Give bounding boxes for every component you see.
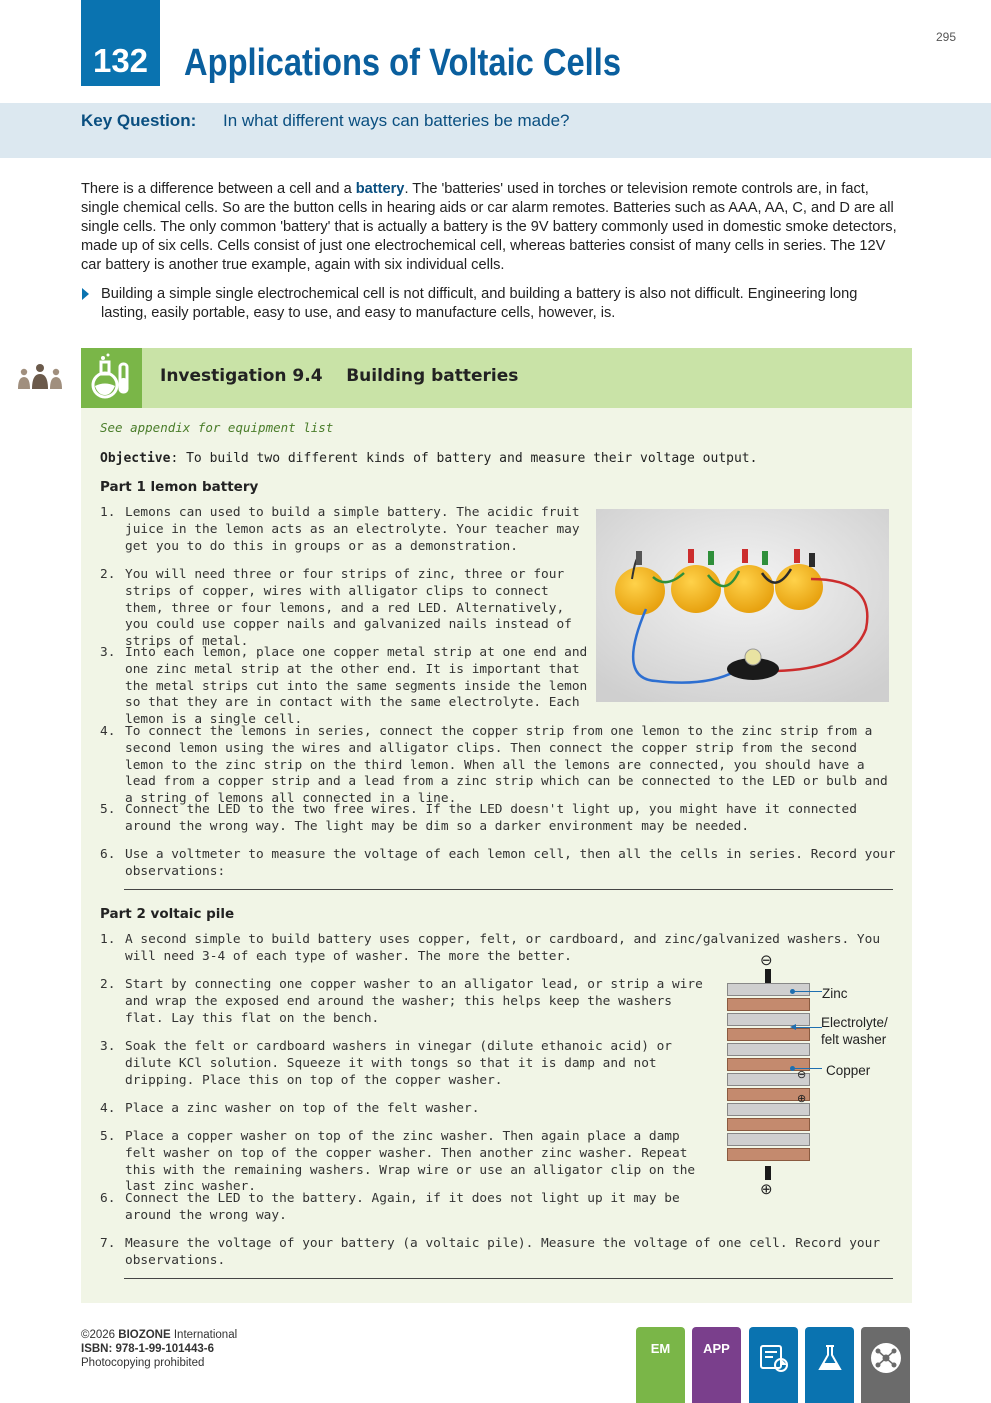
copper-washer <box>727 1148 810 1161</box>
part2-step: 2. Start by connecting one copper washer to an alligator lead, or strip a wire and wrap the exposed end around the washer; this helps keep the washers flat. Lay this flat on the bench. <box>100 977 703 1026</box>
part1-title: Part 1 lemon battery <box>100 479 259 495</box>
zinc-washer <box>727 1013 810 1026</box>
part2-step: 7. Measure the voltage of your battery (a voltaic pile). Measure the voltage of one cell. Record your observations. <box>100 1236 881 1268</box>
part2-step: 5. Place a copper washer on top of the zinc washer. Then again place a damp felt washer on top of the copper washer. Then another zinc washer. Repeat this with the remaining washers. Wrap wire or use an alligator clip on the last zinc washer. <box>100 1129 696 1195</box>
part2-title: Part 2 voltaic pile <box>100 906 235 922</box>
electrolyte-leader-line <box>792 1027 822 1028</box>
electrolyte-label-line2: felt washer <box>821 1032 887 1047</box>
part2-step: 4. Place a zinc washer on top of the felt washer. <box>100 1101 480 1116</box>
zinc-washer <box>727 1133 810 1146</box>
copper-washer <box>727 1118 810 1131</box>
top-terminal-post <box>765 969 771 983</box>
data-analysis-icon <box>757 1341 791 1375</box>
photocopy-notice: Photocopying prohibited <box>81 1357 205 1369</box>
part1-step: 6. Use a voltmeter to measure the voltage of each lemon cell, then all the cells in series. Record your observations: <box>100 847 896 879</box>
copper-washer <box>727 1028 810 1041</box>
intro-bullet: Building a simple single electrochemical cell is not difficult, and building a battery is also not difficult. Engineering long lasting, easily portable, easy to use, and easy to manufacture cells, however, is. <box>101 286 858 321</box>
intro-paragraph: There is a difference between a cell and a battery. The 'batteries' used in torches or television remote controls are, in fact, single chemical cells. So are the button cells in hearing aids or car alarm remotes. Batteries such as AAA, AA, C, and D are all single cells. The only common 'battery' that is actually a battery is the 9V battery commonly used in domestic smoke detectors, made up of six cells. Cells consist of just one electrochemical cell, whereas batteries consist of many cells in series. The 12V car battery is another true example, again with six individual cells. <box>81 181 897 273</box>
voltaic-pile-diagram <box>720 950 920 1200</box>
answer-line <box>124 889 893 890</box>
part1-step: 4. To connect the lemons in series, connect the copper strip from one lemon to the zinc strip from a second lemon using the wires and alligator clips. Then connect the copper strip from the second lemon to the zinc strip on the third lemon. When all the lemons are connected, you should have a lead from a copper strip and a lead from a zinc strip which can be connected to the LED or bulb and a string of lemons all connected in a line. <box>100 724 888 807</box>
top-terminal-minus: ⊖ <box>760 952 773 969</box>
copper-label: Copper <box>826 1063 871 1078</box>
part1-step: 2. You will need three or four strips of zinc, three or four strips of copper, wires with alligator clips to connect them, three or four lemons, and a red LED. Alternatively, you could use copper nails and galvanized nails instead of strips of metal. <box>100 567 572 650</box>
bottom-terminal-post <box>765 1166 771 1180</box>
part1-step: 5. Connect the LED to the two free wires. If the LED doesn't light up, you might have it connected around the wrong way. The light may be dim so a darker environment may be needed. <box>100 802 857 834</box>
electrolyte-arrow-icon <box>790 1024 796 1030</box>
part1-step: 1. Lemons can used to build a simple battery. The acidic fruit juice in the lemon acts as an electrolyte. Your teacher may get you to do this in groups or as a demonstration. <box>100 505 580 554</box>
cell-plus-sign: ⊕ <box>797 1093 807 1105</box>
investigation-title: Investigation 9.4 Building batteries <box>160 366 519 386</box>
electrolyte-label-line1: Electrolyte/ <box>821 1015 888 1030</box>
tab-practical[interactable] <box>805 1327 854 1403</box>
copper-washer <box>727 998 810 1011</box>
chapter-number: 132 <box>81 0 160 86</box>
investigation-icon-box <box>81 348 142 408</box>
lab-flask-icon <box>81 348 142 408</box>
objective: Objective: To build two different kinds of battery and measure their voltage output. <box>100 451 758 466</box>
zinc-washer <box>727 1043 810 1056</box>
page-title: Applications of Voltaic Cells <box>184 42 622 84</box>
part2-step: 3. Soak the felt or cardboard washers in vinegar (dilute ethanoic acid) or dilute KCl solution. Squeeze it with tongs so that it is damp and not dripping. Place this on top of the copper washer. <box>100 1039 673 1088</box>
answer-line <box>124 1278 893 1279</box>
copper-leader-line <box>792 1068 822 1069</box>
copper-leader-dot <box>790 1066 795 1071</box>
group-work-icon <box>17 362 63 392</box>
page-number: 295 <box>936 30 957 44</box>
key-question-label: Key Question: <box>81 111 197 130</box>
part2-step: 6. Connect the LED to the battery. Again, if it does not light up it may be around the wrong way. <box>100 1191 680 1223</box>
footer-copyright: ©2026 BIOZONE International ISBN: 978-1-99-101443-6 Photocopying prohibited <box>81 1329 238 1369</box>
key-question-text: In what different ways can batteries be made? <box>223 111 570 130</box>
tab-connections[interactable] <box>861 1327 910 1403</box>
zinc-leader-line <box>792 991 822 992</box>
part1-step: 3. Into each lemon, place one copper metal strip at one end and one zinc metal strip at the other end. It is important that the metal strips cut into the same segments inside the lemon so that they are in contact with the same electrolyte. Each lemon is a single cell. <box>100 645 588 728</box>
zinc-label: Zinc <box>822 986 848 1001</box>
flask-icon <box>813 1341 847 1375</box>
part2-step: 1. A second simple to build battery uses copper, felt, or cardboard, and zinc/galvanized washers. You will need 3-4 of each type of washer. The more the better. <box>100 932 881 964</box>
tab-data[interactable] <box>749 1327 798 1403</box>
tab-app[interactable]: APP <box>692 1327 741 1403</box>
zinc-washer <box>727 983 810 996</box>
lemon-battery-photo <box>596 509 889 702</box>
cell-minus-sign: ⊖ <box>797 1069 807 1081</box>
network-icon <box>869 1341 903 1375</box>
equipment-note: See appendix for equipment list <box>100 420 334 435</box>
bottom-terminal-plus: ⊕ <box>760 1181 773 1198</box>
tab-em[interactable]: EM <box>636 1327 685 1403</box>
isbn: ISBN: 978-1-99-101443-6 <box>81 1343 214 1355</box>
zinc-leader-dot <box>790 989 795 994</box>
objective-label: Objective <box>100 451 171 466</box>
battery-term: battery <box>355 181 405 197</box>
